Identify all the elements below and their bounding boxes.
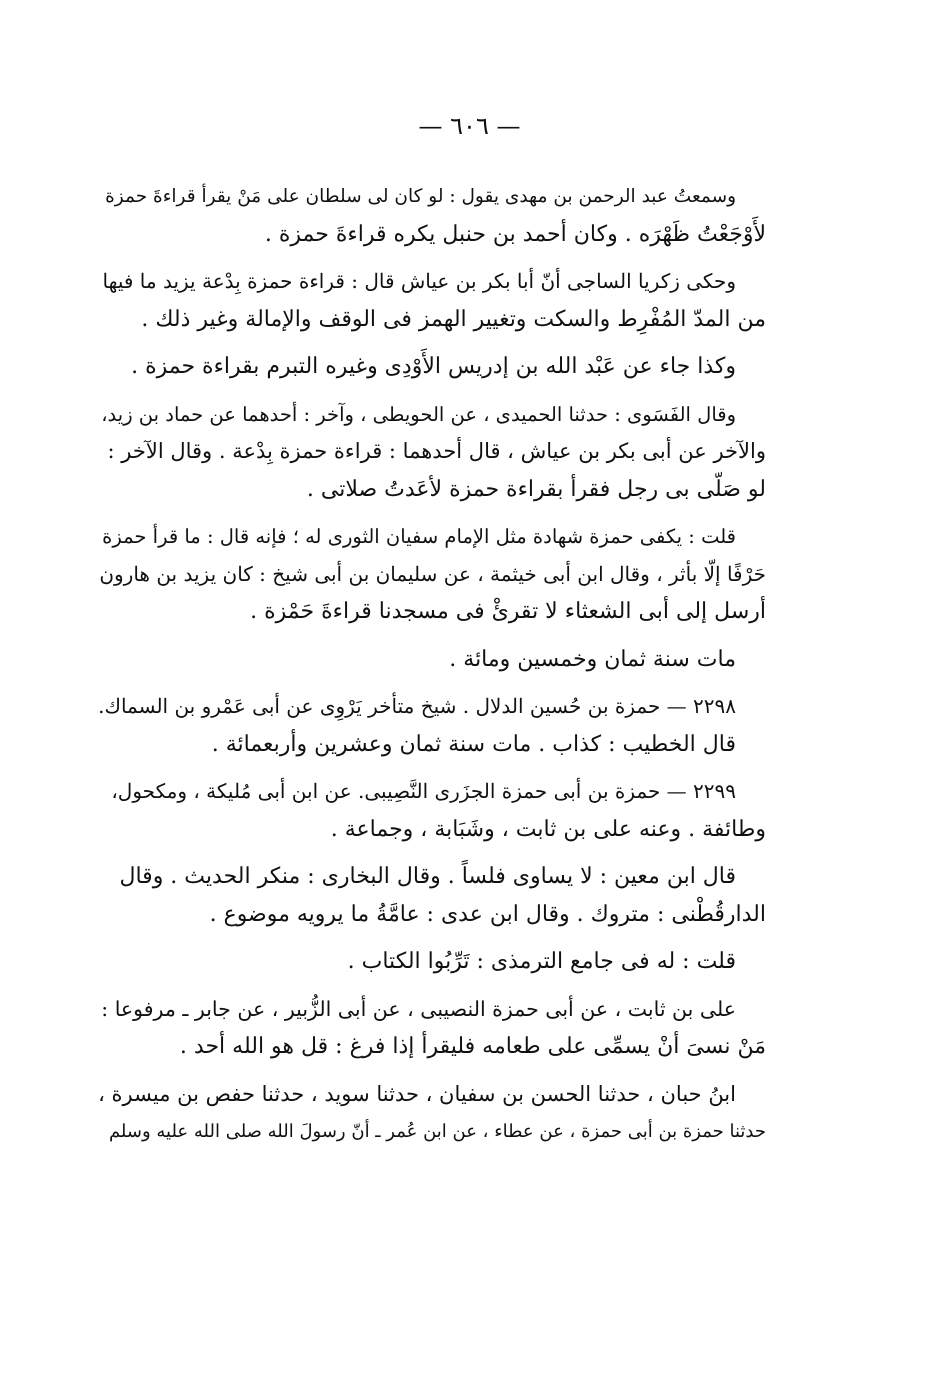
text-line: لو صَلّى بى رجل فقرأ بقراءة حمزة لأعَدتُ صلاتى . xyxy=(306,476,766,502)
text-line: من المدّ المُفْرِط والسكت وتغيير الهمز فى الوقف والإمالة وغير ذلك . xyxy=(141,306,766,332)
paragraph xyxy=(98,178,766,253)
text-line: مَنْ نسىَ أنْ يسمِّى على طعامه فليقرأ إذا فرغ : قل هو الله أحد . xyxy=(179,1034,766,1059)
paragraph xyxy=(98,641,766,679)
entry-2299 xyxy=(98,773,766,848)
text-line: قال ابن معين : لا يساوى فلساً . وقال البخارى : منكر الحديث . وقال xyxy=(119,864,736,889)
text-line: حَرْفًا إلّا بأثر ، وقال ابن أبى خيثمة ، عن سليمان بن أبى شيخ : كان يزيد بن هارون xyxy=(99,561,766,586)
text-line: ٢٢٩٩ — حمزة بن أبى حمزة الجزَرى النَّصِيبى. عن ابن أبى مُليكة ، ومكحول، xyxy=(111,779,736,803)
text-line: وسمعتُ عبد الرحمن بن مهدى يقول : لو كان لى سلطان على مَنْ يقرأ قراءةَ حمزة xyxy=(105,186,736,207)
entry-2298 xyxy=(98,688,766,763)
text-line: الدارقُطْنى : متروك . وقال ابن عدى : عامَّةُ ما يرويه موضوع . xyxy=(209,901,766,927)
text-line: قال الخطيب : كذاب . مات سنة ثمان وعشرين وأربعمائة . xyxy=(211,731,736,757)
text-line: على بن ثابت ، عن أبى حمزة النصيبى ، عن أبى الزُّبير ، عن جابر ـ مرفوعا : xyxy=(101,996,736,1021)
paragraph xyxy=(98,943,766,981)
paragraph xyxy=(98,396,766,509)
text-line: قلت : له فى جامع الترمذى : تَرِّبُوا الكتاب . xyxy=(347,949,736,974)
text-line: وطائفة . وعنه على بن ثابت ، وشَبَابة ، وجماعة . xyxy=(330,816,766,842)
text-line: أرسل إلى أبى الشعثاء لا تقرئْ فى مسجدنا قراءةَ حَمْزة . xyxy=(250,599,766,624)
paragraph xyxy=(98,348,766,386)
text-line: والآخر عن أبى بكر بن عياش ، قال أحدهما : قراءة حمزة بِدْعة . وقال الآخر : xyxy=(107,439,766,463)
text-line: ابنُ حبان ، حدثنا الحسن بن سفيان ، حدثنا سويد ، حدثنا حفص بن ميسرة ، xyxy=(98,1081,736,1106)
text-line: وحكى زكريا الساجى أنّ أبا بكر بن عياش قال : قراءة حمزة بِدْعة يزيد ما فيها xyxy=(102,269,736,293)
body-text xyxy=(98,178,766,1161)
text-line: وكذا جاء عن عَبْد الله بن إدريس الأَوْدِى وغيره التبرم بقراءة حمزة . xyxy=(131,354,736,379)
text-line: لأَوْجَعْتُ ظَهْرَه . وكان أحمد بن حنبل يكره قراءةَ حمزة . xyxy=(264,221,766,247)
text-line: حدثنا حمزة بن أبى حمزة ، عن عطاء ، عن ابن عُمر ـ أنّ رسولَ الله صلى الله عليه وسلم xyxy=(108,1121,766,1142)
page-number: — ٦٠٦ — xyxy=(418,112,521,140)
paragraph xyxy=(98,858,766,933)
text-line: ٢٢٩٨ — حمزة بن حُسين الدلال . شيخ متأخر يَرْوِى عن أبى عَمْرو بن السماك. xyxy=(98,694,736,718)
text-line: وقال الفَسَوى : حدثنا الحميدى ، عن الحويطى ، وآخر : أحدهما عن حماد بن زيد، xyxy=(101,402,736,426)
text-line: قلت : يكفى حمزة شهادة مثل الإمام سفيان الثورى له ؛ فإنه قال : ما قرأ حمزة xyxy=(102,525,736,548)
paragraph xyxy=(98,1076,766,1151)
paragraph xyxy=(98,991,766,1066)
paragraph xyxy=(98,263,766,338)
paragraph xyxy=(98,518,766,631)
text-line: مات سنة ثمان وخمسين ومائة . xyxy=(449,646,736,672)
